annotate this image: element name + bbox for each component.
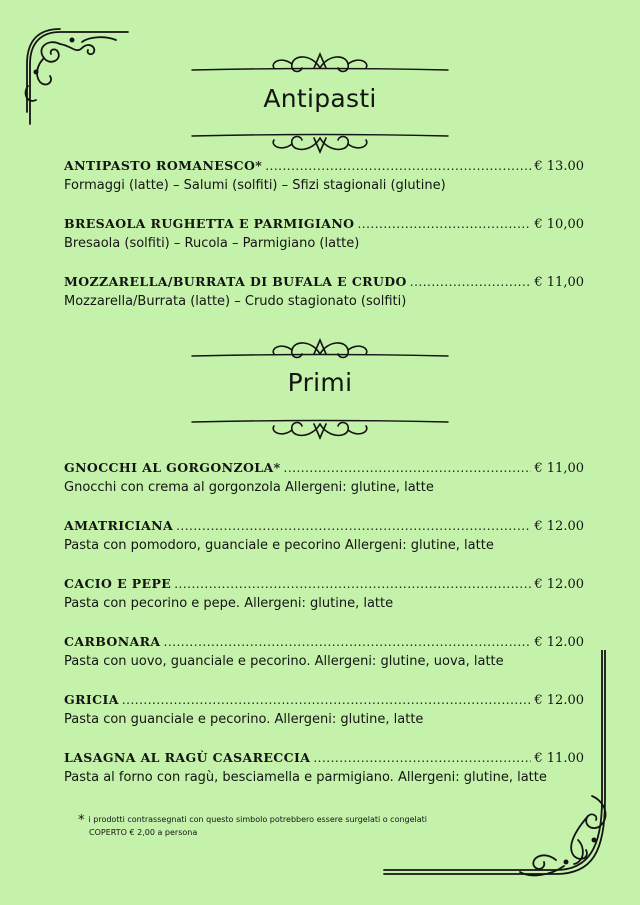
divider-ornament-bottom xyxy=(190,412,450,446)
menu-item xyxy=(64,750,584,787)
item-price: € 12.00 xyxy=(534,519,584,534)
dot-leader xyxy=(164,634,532,650)
item-description: Pasta con pecorino e pepe. Allergeni: glutine, latte xyxy=(64,596,394,611)
divider-ornament-top xyxy=(190,48,450,82)
item-name: GNOCCHI AL GORGONZOLA* xyxy=(64,460,281,475)
item-name: ANTIPASTO ROMANESCO* xyxy=(64,158,263,173)
menu-item xyxy=(64,634,584,671)
cover-charge-note: COPERTO € 2,00 a persona xyxy=(89,828,198,837)
item-description: Pasta al forno con ragù, besciamella e parmigiano. Allergeni: glutine, latte xyxy=(64,770,547,785)
dot-leader xyxy=(174,576,531,592)
item-name: GRICIA xyxy=(64,692,119,707)
item-description: Pasta con pomodoro, guanciale e pecorino Allergeni: glutine, latte xyxy=(64,538,494,553)
item-price: € 13.00 xyxy=(534,159,584,174)
item-name: AMATRICIANA xyxy=(64,518,174,533)
item-name: MOZZARELLA/BURRATA DI BUFALA E CRUDO xyxy=(64,274,407,289)
item-price: € 10,00 xyxy=(534,217,584,232)
item-description: Gnocchi con crema al gorgonzola Allergeni: glutine, latte xyxy=(64,480,434,495)
dot-leader xyxy=(313,750,531,766)
item-description: Pasta con guanciale e pecorino. Allergeni: glutine, latte xyxy=(64,712,424,727)
item-description: Formaggi (latte) – Salumi (solfiti) – Sfizi stagionali (glutine) xyxy=(64,178,446,193)
section-title-antipasti: Antipasti xyxy=(263,84,377,113)
dot-leader xyxy=(176,518,531,534)
item-price: € 11,00 xyxy=(534,461,584,476)
item-price: € 12.00 xyxy=(534,693,584,708)
item-name: BRESAOLA RUGHETTA E PARMIGIANO xyxy=(64,216,355,231)
dot-leader xyxy=(410,274,532,290)
dot-leader xyxy=(284,460,532,476)
menu-item xyxy=(64,158,584,195)
menu-item xyxy=(64,576,584,613)
divider-ornament-top xyxy=(190,334,450,368)
item-description: Pasta con uovo, guanciale e pecorino. Allergeni: glutine, uova, latte xyxy=(64,654,504,669)
section-title-primi: Primi xyxy=(287,368,353,397)
menu-item xyxy=(64,274,584,311)
item-name: LASAGNA AL RAGÙ CASARECCIA xyxy=(64,750,311,765)
menu-item xyxy=(64,692,584,729)
dot-leader xyxy=(122,692,532,708)
divider-ornament-bottom xyxy=(190,126,450,160)
item-price: € 11,00 xyxy=(534,275,584,290)
menu-item xyxy=(64,518,584,555)
menu-item xyxy=(64,216,584,253)
menu-item xyxy=(64,460,584,497)
item-price: € 11.00 xyxy=(534,751,584,766)
item-price: € 12.00 xyxy=(534,577,584,592)
item-name: CARBONARA xyxy=(64,634,161,649)
asterisk-symbol: * xyxy=(78,813,85,828)
item-name: CACIO E PEPE xyxy=(64,576,172,591)
item-description: Bresaola (solfiti) – Rucola – Parmigiano (latte) xyxy=(64,236,360,251)
footnote xyxy=(78,814,498,839)
item-price: € 12.00 xyxy=(534,635,584,650)
dot-leader xyxy=(357,216,531,232)
dot-leader xyxy=(265,158,531,174)
item-description: Mozzarella/Burrata (latte) – Crudo stagionato (solfiti) xyxy=(64,294,407,309)
footnote-text: i prodotti contrassegnati con questo simbolo potrebbero essere surgelati o congelati xyxy=(88,815,428,824)
